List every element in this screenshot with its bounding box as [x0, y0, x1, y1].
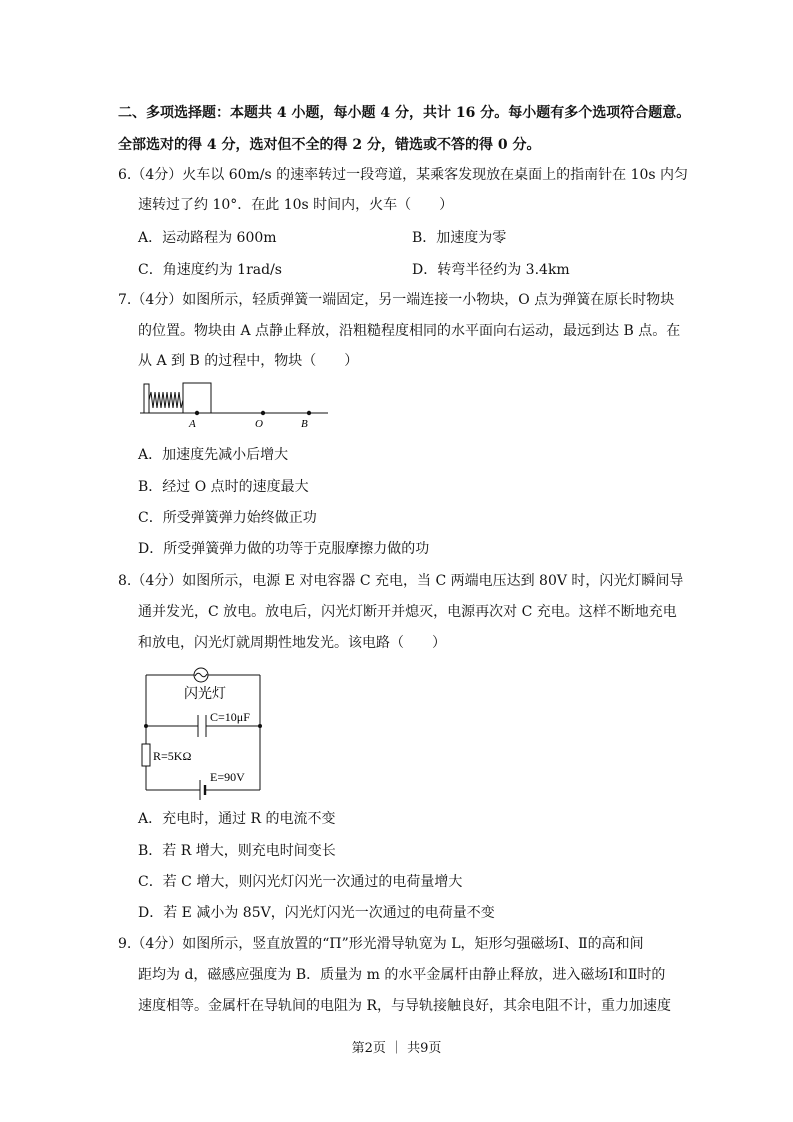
q8-stem-line-1: 8.（4分）如图所示，电源 E 对电容器 C 充电，当 C 两端电压达到 80V 时，闪光灯瞬间导 [118, 573, 684, 589]
q8-option-c: C．若 C 增大，则闪光灯闪光一次通过的电荷量增大 [138, 874, 463, 890]
q7-option-b: B．经过 O 点时的速度最大 [138, 479, 309, 495]
section-title-line-2: 全部选对的得 4 分，选对但不全的得 2 分，错选或不答的得 0 分。 [118, 137, 541, 153]
capacitor-label: C=10μF [210, 710, 250, 724]
q8-option-a: A．充电时，通过 R 的电流不变 [138, 811, 336, 827]
q6-option-c: C．角速度约为 1rad/s [138, 262, 282, 278]
q6-stem-line-1: 6.（4分）火车以 60m/s 的速率转过一段弯道，某乘客发现放在桌面上的指南针在 10s 内匀 [118, 167, 689, 183]
label-o: O [255, 418, 263, 430]
q7-option-c: C．所受弹簧弹力始终做正功 [138, 510, 317, 526]
q6-option-d: D．转弯半径约为 3.4km [412, 262, 570, 278]
q8-stem-line-3: 和放电，闪光灯就周期性地发光。该电路（ ） [138, 635, 446, 651]
resistor-label: R=5KΩ [153, 749, 192, 763]
q7-option-a: A．加速度先减小后增大 [138, 447, 289, 463]
wall-block [144, 384, 149, 413]
q8-stem-line-2: 通并发光，C 放电。放电后，闪光灯断开并熄灭，电源再次对 C 充电。这样不断地充电 [138, 604, 677, 620]
flash-lamp-label: 闪光灯 [184, 686, 226, 702]
point-b-dot [307, 411, 311, 415]
q7-option-d: D．所受弹簧弹力做的功等于克服摩擦力做的功 [138, 541, 430, 557]
q6-option-b: B．加速度为零 [412, 230, 507, 246]
q9-stem-line-2: 距均为 d，磁感应强度为 B．质量为 m 的水平金属杆由静止释放，进入磁场Ⅰ和Ⅱ时的 [138, 967, 666, 983]
spring [149, 392, 183, 408]
point-a-dot [195, 411, 199, 415]
q6-option-a: A．运动路程为 600m [138, 230, 277, 246]
q6-stem-line-2: 速转过了约 10°．在此 10s 时间内，火车（ ） [138, 197, 454, 213]
section-title-line-1: 二、多项选择题：本题共 4 小题，每小题 4 分，共计 16 分。每小题有多个选项符合题意。 [118, 105, 691, 121]
point-o-dot [261, 411, 265, 415]
battery-label: E=90V [210, 770, 245, 784]
label-b: B [301, 418, 308, 430]
spring-block-figure [138, 378, 338, 430]
block [183, 383, 211, 413]
page-footer: 第2页 ｜ 共9页 [351, 1041, 442, 1056]
label-a: A [189, 418, 196, 430]
q7-stem-line-1: 7.（4分）如图所示，轻质弹簧一端固定，另一端连接一小物块，O 点为弹簧在原长时物块 [118, 292, 675, 308]
q9-stem-line-1: 9.（4分）如图所示，竖直放置的“Π”形光滑导轨宽为 L，矩形匀强磁场Ⅰ、Ⅱ的高和间 [118, 936, 644, 952]
flash-lamp-filament [195, 673, 207, 677]
q9-stem-line-3: 速度相等。金属杆在导轨间的电阻为 R，与导轨接触良好，其余电阻不计，重力加速度 [138, 998, 671, 1014]
q8-option-d: D．若 E 减小为 85V，闪光灯闪光一次通过的电荷量不变 [138, 905, 495, 921]
flash-circuit-figure [138, 660, 268, 800]
q8-option-b: B．若 R 增大，则充电时间变长 [138, 843, 336, 859]
resistor-box [142, 744, 150, 766]
q7-stem-line-3: 从 A 到 B 的过程中，物块（ ） [138, 353, 359, 369]
q7-stem-line-2: 的位置。物块由 A 点静止释放，沿粗糙程度相同的水平面向右运动，最远到达 B 点。在 [138, 323, 681, 339]
